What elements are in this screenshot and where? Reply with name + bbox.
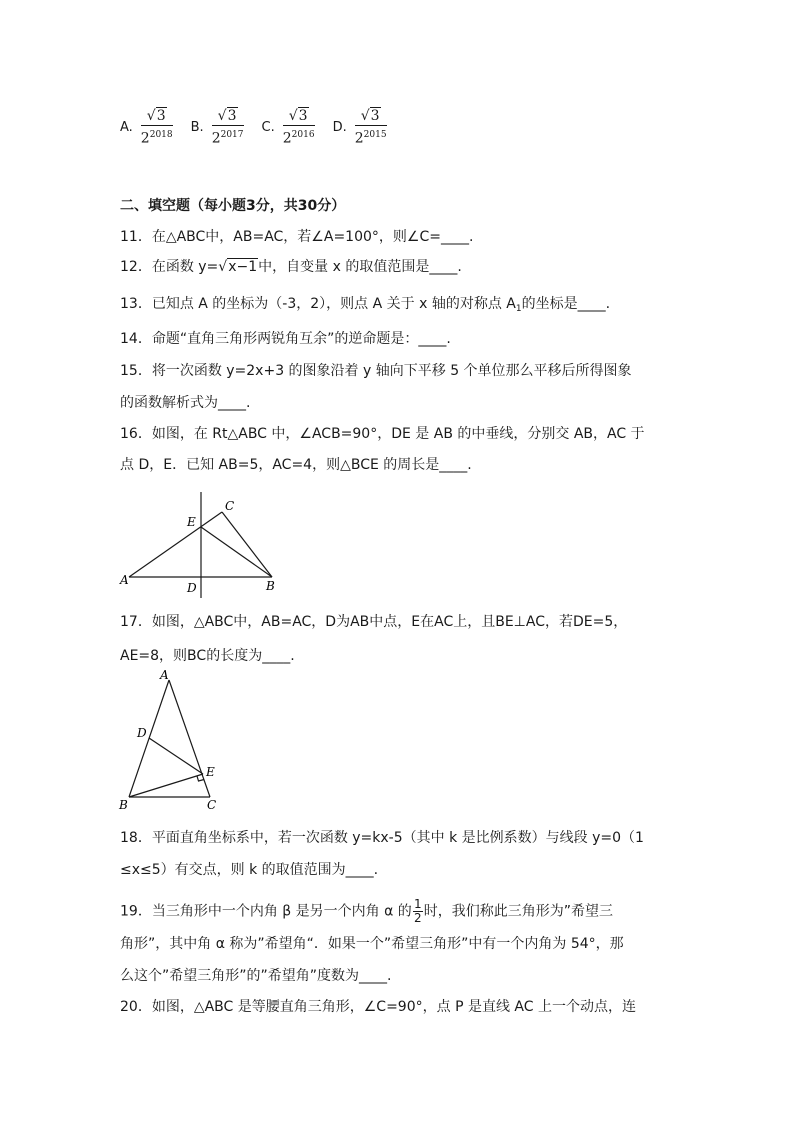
question-16-line-1: 16．如图，在 Rt△ABC 中，∠ACB=90°，DE 是 AB 的中垂线，分别交 AB，AC 于 (120, 426, 645, 442)
question-15-line-2: 的函数解析式为____. (120, 395, 251, 411)
question-18-line-1: 18．平面直角坐标系中，若一次函数 y=kx-5（其中 k 是比例系数）与线段 y=0（1 (120, 830, 644, 846)
half-fraction: $\frac{1}{2}$ (413, 897, 422, 925)
segment-de (149, 738, 203, 774)
label-a: A (120, 573, 129, 587)
label-b: B (266, 579, 275, 593)
figure-16-triangle (115, 490, 295, 600)
choice-letter: D. (332, 119, 347, 135)
label-a: A (160, 668, 169, 682)
fraction: $\frac{√3}{2^{2017}}$ (211, 107, 244, 147)
choice-c[interactable] (262, 107, 315, 148)
label-e: E (187, 515, 196, 529)
question-16-line-2: 点 D，E．已知 AB=5，AC=4，则△BCE 的周长是____. (120, 457, 472, 473)
figure-17-triangle (115, 666, 235, 814)
label-b: B (119, 798, 128, 812)
question-20-line-1: 20．如图，△ABC 是等腰直角三角形，∠C=90°，点 P 是直线 AC 上一个动点，连 (120, 999, 636, 1015)
label-c: C (207, 798, 217, 812)
question-17-line-1: 17．如图，△ABC中，AB=AC，D为AB中点，E在AC上，且BE⊥AC，若DE=5， (120, 614, 628, 630)
fraction: $\frac{√3}{2^{2015}}$ (354, 107, 387, 147)
question-19-line-2: 角形”，其中角 α 称为”希望角“．如果一个”希望三角形”中有一个内角为 54°，那 (120, 936, 624, 952)
segment-ac (129, 512, 222, 577)
question-14: 14．命题“直角三角形两锐角互余”的逆命题是：____. (120, 331, 451, 347)
question-12: 12．在函数 y=√x−1中，自变量 x 的取值范围是____. (120, 259, 462, 275)
section-title: 二、填空题（每小题3分，共30分） (120, 198, 346, 214)
choice-letter: B. (190, 119, 204, 135)
question-18-line-2: ≤x≤5）有交点，则 k 的取值范围为____. (120, 862, 379, 878)
choice-letter: C. (261, 119, 275, 135)
choice-a[interactable] (120, 107, 173, 148)
segment-eb (201, 527, 272, 577)
question-13: 13．已知点 A 的坐标为（-3，2），则点 A 关于 x 轴的对称点 $A_1$的坐标是____. (120, 296, 611, 314)
choice-d[interactable] (333, 107, 387, 148)
question-17-line-2: AE=8，则BC的长度为____. (120, 648, 295, 664)
label-c: C (225, 499, 235, 513)
question-19-line-1: 19．当三角形中一个内角 β 是另一个内角 α 的 $\frac{1}{2}$ 时，我们称此三角形为”希望三 (120, 897, 614, 925)
segment-cb (222, 512, 272, 577)
multiple-choice-options (120, 104, 405, 150)
fraction: $\frac{√3}{2^{2016}}$ (282, 107, 315, 147)
segment-be (129, 774, 203, 797)
fraction: $\frac{√3}{2^{2018}}$ (140, 107, 173, 147)
question-11: 11．在△ABC中，AB=AC，若∠A=100°，则∠C=____. (120, 229, 474, 245)
label-e: E (206, 765, 215, 779)
choice-letter: A. (120, 119, 133, 135)
question-15-line-1: 15．将一次函数 y=2x+3 的图象沿着 y 轴向下平移 5 个单位那么平移后所得图象 (120, 363, 632, 379)
question-19-line-3: 么这个”希望三角形”的”希望角”度数为____. (120, 968, 392, 984)
label-d: D (187, 581, 197, 595)
choice-b[interactable] (191, 107, 244, 148)
label-d: D (137, 726, 147, 740)
